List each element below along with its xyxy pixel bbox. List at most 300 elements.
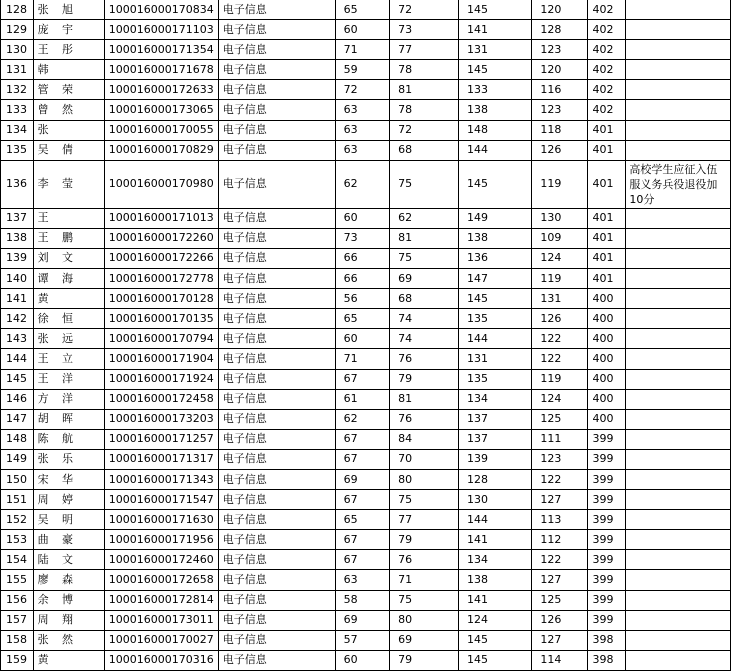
remark-cell [626, 429, 731, 449]
candidate-id-cell: 100016000171013 [104, 208, 218, 228]
score-subject-4-cell: 126 [532, 610, 588, 630]
score-subject-4-cell: 120 [532, 60, 588, 80]
score-subject-1-cell: 67 [335, 550, 390, 570]
candidate-id-cell: 100016000170128 [104, 289, 218, 309]
score-subject-2-cell: 79 [390, 650, 459, 670]
score-subject-1-cell: 63 [335, 120, 390, 140]
score-subject-4-cell: 122 [532, 349, 588, 369]
table-row [1, 369, 731, 389]
row-number-cell: 128 [1, 0, 34, 20]
table-row [1, 0, 731, 20]
score-subject-1-cell: 65 [335, 510, 390, 530]
total-score-cell: 401 [588, 120, 626, 140]
candidate-id-cell: 100016000171678 [104, 60, 218, 80]
score-subject-3-cell: 149 [458, 208, 531, 228]
remark-cell [626, 140, 731, 160]
score-subject-3-cell: 141 [458, 20, 531, 40]
score-subject-2-cell: 75 [390, 160, 459, 208]
score-subject-1-cell: 56 [335, 289, 390, 309]
score-subject-1-cell: 67 [335, 449, 390, 469]
table-row [1, 349, 731, 369]
table-row [1, 208, 731, 228]
major-cell: 电子信息 [218, 349, 335, 369]
remark-cell [626, 369, 731, 389]
remark-cell [626, 208, 731, 228]
score-subject-4-cell: 109 [532, 228, 588, 248]
remark-cell [626, 530, 731, 550]
score-subject-1-cell: 60 [335, 650, 390, 670]
remark-cell [626, 349, 731, 369]
score-subject-2-cell: 69 [390, 630, 459, 650]
score-subject-2-cell: 75 [390, 590, 459, 610]
candidate-id-cell: 100016000170834 [104, 0, 218, 20]
score-subject-2-cell: 68 [390, 140, 459, 160]
row-number-cell: 158 [1, 630, 34, 650]
total-score-cell: 402 [588, 20, 626, 40]
candidate-name-cell: 张 然 [33, 630, 104, 650]
candidate-name-cell: 宋 华 [33, 469, 104, 489]
score-subject-1-cell: 73 [335, 228, 390, 248]
table-row [1, 20, 731, 40]
score-subject-4-cell: 125 [532, 409, 588, 429]
score-subject-1-cell: 63 [335, 100, 390, 120]
table-row [1, 228, 731, 248]
score-subject-4-cell: 130 [532, 208, 588, 228]
table-row [1, 630, 731, 650]
major-cell: 电子信息 [218, 248, 335, 268]
score-subject-4-cell: 120 [532, 0, 588, 20]
candidate-name-cell: 王 立 [33, 349, 104, 369]
candidate-id-cell: 100016000171924 [104, 369, 218, 389]
candidate-id-cell: 100016000173065 [104, 100, 218, 120]
score-subject-1-cell: 65 [335, 0, 390, 20]
row-number-cell: 143 [1, 329, 34, 349]
table-body [1, 0, 731, 670]
score-subject-4-cell: 127 [532, 490, 588, 510]
major-cell: 电子信息 [218, 469, 335, 489]
score-subject-1-cell: 65 [335, 309, 390, 329]
table-row [1, 309, 731, 329]
row-number-cell: 129 [1, 20, 34, 40]
major-cell: 电子信息 [218, 60, 335, 80]
score-subject-3-cell: 138 [458, 100, 531, 120]
major-cell: 电子信息 [218, 208, 335, 228]
major-cell: 电子信息 [218, 120, 335, 140]
major-cell: 电子信息 [218, 550, 335, 570]
row-number-cell: 142 [1, 309, 34, 329]
row-number-cell: 131 [1, 60, 34, 80]
table-row [1, 510, 731, 530]
score-subject-2-cell: 76 [390, 349, 459, 369]
remark-cell [626, 570, 731, 590]
table-row [1, 140, 731, 160]
total-score-cell: 402 [588, 80, 626, 100]
row-number-cell: 137 [1, 208, 34, 228]
candidate-id-cell: 100016000172460 [104, 550, 218, 570]
candidate-name-cell: 王 [33, 208, 104, 228]
row-number-cell: 156 [1, 590, 34, 610]
candidate-id-cell: 100016000170027 [104, 630, 218, 650]
candidate-name-cell: 管 荣 [33, 80, 104, 100]
remark-cell [626, 309, 731, 329]
table-row [1, 100, 731, 120]
score-subject-2-cell: 81 [390, 228, 459, 248]
candidate-name-cell: 韩 [33, 60, 104, 80]
total-score-cell: 401 [588, 228, 626, 248]
score-subject-3-cell: 148 [458, 120, 531, 140]
major-cell: 电子信息 [218, 309, 335, 329]
candidate-name-cell: 张 远 [33, 329, 104, 349]
score-subject-1-cell: 66 [335, 248, 390, 268]
score-subject-2-cell: 80 [390, 610, 459, 630]
score-subject-3-cell: 144 [458, 329, 531, 349]
candidate-name-cell: 廖 森 [33, 570, 104, 590]
major-cell: 电子信息 [218, 610, 335, 630]
score-subject-4-cell: 113 [532, 510, 588, 530]
score-subject-1-cell: 67 [335, 369, 390, 389]
row-number-cell: 157 [1, 610, 34, 630]
score-subject-2-cell: 72 [390, 0, 459, 20]
table-row [1, 530, 731, 550]
score-subject-4-cell: 126 [532, 140, 588, 160]
score-subject-2-cell: 68 [390, 289, 459, 309]
candidate-name-cell: 陈 航 [33, 429, 104, 449]
table-row [1, 329, 731, 349]
score-subject-4-cell: 124 [532, 389, 588, 409]
score-subject-3-cell: 133 [458, 80, 531, 100]
candidate-name-cell: 李 莹 [33, 160, 104, 208]
score-subject-2-cell: 72 [390, 120, 459, 140]
major-cell: 电子信息 [218, 369, 335, 389]
candidate-name-cell: 陆 文 [33, 550, 104, 570]
major-cell: 电子信息 [218, 20, 335, 40]
score-subject-4-cell: 127 [532, 570, 588, 590]
score-subject-1-cell: 60 [335, 208, 390, 228]
score-subject-3-cell: 138 [458, 228, 531, 248]
score-subject-4-cell: 114 [532, 650, 588, 670]
score-subject-4-cell: 125 [532, 590, 588, 610]
table-row [1, 469, 731, 489]
major-cell: 电子信息 [218, 80, 335, 100]
major-cell: 电子信息 [218, 100, 335, 120]
candidate-id-cell: 100016000170980 [104, 160, 218, 208]
total-score-cell: 401 [588, 140, 626, 160]
score-subject-4-cell: 122 [532, 469, 588, 489]
major-cell: 电子信息 [218, 409, 335, 429]
score-subject-4-cell: 119 [532, 369, 588, 389]
candidate-id-cell: 100016000170055 [104, 120, 218, 140]
score-subject-4-cell: 122 [532, 550, 588, 570]
score-subject-1-cell: 66 [335, 269, 390, 289]
table-row [1, 550, 731, 570]
score-subject-1-cell: 71 [335, 40, 390, 60]
total-score-cell: 399 [588, 449, 626, 469]
candidate-name-cell: 吴 倩 [33, 140, 104, 160]
candidate-name-cell: 庞 宇 [33, 20, 104, 40]
total-score-cell: 400 [588, 349, 626, 369]
score-subject-2-cell: 75 [390, 490, 459, 510]
candidate-id-cell: 100016000173203 [104, 409, 218, 429]
remark-cell [626, 409, 731, 429]
major-cell: 电子信息 [218, 140, 335, 160]
table-row [1, 248, 731, 268]
remark-cell [626, 510, 731, 530]
candidate-id-cell: 100016000172778 [104, 269, 218, 289]
score-subject-1-cell: 61 [335, 389, 390, 409]
score-subject-4-cell: 124 [532, 248, 588, 268]
score-subject-3-cell: 144 [458, 140, 531, 160]
score-subject-1-cell: 57 [335, 630, 390, 650]
remark-cell [626, 389, 731, 409]
score-subject-3-cell: 124 [458, 610, 531, 630]
candidate-id-cell: 100016000171630 [104, 510, 218, 530]
total-score-cell: 398 [588, 650, 626, 670]
major-cell: 电子信息 [218, 289, 335, 309]
row-number-cell: 141 [1, 289, 34, 309]
total-score-cell: 399 [588, 610, 626, 630]
remark-cell [626, 590, 731, 610]
remark-cell [626, 269, 731, 289]
row-number-cell: 151 [1, 490, 34, 510]
total-score-cell: 400 [588, 329, 626, 349]
total-score-cell: 399 [588, 510, 626, 530]
score-subject-4-cell: 116 [532, 80, 588, 100]
remark-cell: 高校学生应征入伍服义务兵役退役加10分 [626, 160, 731, 208]
remark-cell [626, 550, 731, 570]
table-row [1, 610, 731, 630]
candidate-name-cell: 黄 [33, 289, 104, 309]
major-cell: 电子信息 [218, 510, 335, 530]
major-cell: 电子信息 [218, 0, 335, 20]
row-number-cell: 135 [1, 140, 34, 160]
total-score-cell: 399 [588, 530, 626, 550]
score-subject-2-cell: 73 [390, 20, 459, 40]
score-subject-2-cell: 74 [390, 309, 459, 329]
candidate-name-cell: 吴 明 [33, 510, 104, 530]
total-score-cell: 399 [588, 590, 626, 610]
score-subject-3-cell: 141 [458, 590, 531, 610]
score-subject-3-cell: 131 [458, 40, 531, 60]
candidate-name-cell: 周 翔 [33, 610, 104, 630]
major-cell: 电子信息 [218, 570, 335, 590]
score-subject-3-cell: 138 [458, 570, 531, 590]
score-subject-1-cell: 60 [335, 329, 390, 349]
score-subject-3-cell: 144 [458, 510, 531, 530]
total-score-cell: 399 [588, 550, 626, 570]
table-row [1, 120, 731, 140]
score-subject-2-cell: 71 [390, 570, 459, 590]
score-subject-3-cell: 135 [458, 369, 531, 389]
row-number-cell: 145 [1, 369, 34, 389]
table-row [1, 289, 731, 309]
total-score-cell: 400 [588, 289, 626, 309]
row-number-cell: 153 [1, 530, 34, 550]
score-subject-3-cell: 137 [458, 429, 531, 449]
remark-cell [626, 650, 731, 670]
score-subject-4-cell: 127 [532, 630, 588, 650]
candidate-id-cell: 100016000171103 [104, 20, 218, 40]
major-cell: 电子信息 [218, 389, 335, 409]
row-number-cell: 150 [1, 469, 34, 489]
remark-cell [626, 490, 731, 510]
score-subject-3-cell: 134 [458, 389, 531, 409]
remark-cell [626, 469, 731, 489]
score-subject-2-cell: 78 [390, 60, 459, 80]
row-number-cell: 155 [1, 570, 34, 590]
score-subject-3-cell: 134 [458, 550, 531, 570]
score-subject-1-cell: 62 [335, 160, 390, 208]
score-subject-2-cell: 77 [390, 40, 459, 60]
score-subject-4-cell: 119 [532, 269, 588, 289]
score-subject-3-cell: 136 [458, 248, 531, 268]
candidate-id-cell: 100016000173011 [104, 610, 218, 630]
remark-cell [626, 630, 731, 650]
score-subject-2-cell: 76 [390, 409, 459, 429]
table-row [1, 389, 731, 409]
score-subject-1-cell: 62 [335, 409, 390, 429]
score-subject-2-cell: 80 [390, 469, 459, 489]
table-row [1, 160, 731, 208]
major-cell: 电子信息 [218, 160, 335, 208]
candidate-id-cell: 100016000171343 [104, 469, 218, 489]
score-subject-1-cell: 60 [335, 20, 390, 40]
row-number-cell: 139 [1, 248, 34, 268]
remark-cell [626, 248, 731, 268]
score-subject-4-cell: 118 [532, 120, 588, 140]
candidate-name-cell: 刘 文 [33, 248, 104, 268]
total-score-cell: 401 [588, 248, 626, 268]
row-number-cell: 140 [1, 269, 34, 289]
table-row [1, 650, 731, 670]
score-subject-1-cell: 67 [335, 490, 390, 510]
total-score-cell: 402 [588, 40, 626, 60]
row-number-cell: 144 [1, 349, 34, 369]
score-subject-3-cell: 131 [458, 349, 531, 369]
row-number-cell: 134 [1, 120, 34, 140]
row-number-cell: 132 [1, 80, 34, 100]
remark-cell [626, 0, 731, 20]
score-subject-1-cell: 69 [335, 469, 390, 489]
candidate-id-cell: 100016000172658 [104, 570, 218, 590]
candidate-name-cell: 徐 恒 [33, 309, 104, 329]
candidate-name-cell: 王 鹏 [33, 228, 104, 248]
score-subject-1-cell: 69 [335, 610, 390, 630]
total-score-cell: 400 [588, 369, 626, 389]
score-subject-3-cell: 135 [458, 309, 531, 329]
major-cell: 电子信息 [218, 429, 335, 449]
candidate-name-cell: 张 [33, 120, 104, 140]
row-number-cell: 148 [1, 429, 34, 449]
candidate-name-cell: 方 洋 [33, 389, 104, 409]
major-cell: 电子信息 [218, 449, 335, 469]
candidate-id-cell: 100016000172266 [104, 248, 218, 268]
score-subject-4-cell: 119 [532, 160, 588, 208]
remark-cell [626, 228, 731, 248]
score-subject-2-cell: 70 [390, 449, 459, 469]
score-subject-3-cell: 145 [458, 160, 531, 208]
total-score-cell: 399 [588, 429, 626, 449]
table-row [1, 269, 731, 289]
total-score-cell: 402 [588, 0, 626, 20]
score-subject-3-cell: 139 [458, 449, 531, 469]
total-score-cell: 402 [588, 100, 626, 120]
remark-cell [626, 449, 731, 469]
row-number-cell: 133 [1, 100, 34, 120]
row-number-cell: 147 [1, 409, 34, 429]
score-subject-3-cell: 145 [458, 630, 531, 650]
total-score-cell: 398 [588, 630, 626, 650]
row-number-cell: 152 [1, 510, 34, 530]
total-score-cell: 401 [588, 208, 626, 228]
major-cell: 电子信息 [218, 650, 335, 670]
score-subject-2-cell: 74 [390, 329, 459, 349]
score-subject-1-cell: 67 [335, 429, 390, 449]
score-subject-4-cell: 123 [532, 449, 588, 469]
score-subject-3-cell: 145 [458, 60, 531, 80]
candidate-id-cell: 100016000171317 [104, 449, 218, 469]
total-score-cell: 399 [588, 490, 626, 510]
remark-cell [626, 100, 731, 120]
table-row [1, 80, 731, 100]
remark-cell [626, 289, 731, 309]
candidate-name-cell: 余 博 [33, 590, 104, 610]
remark-cell [626, 20, 731, 40]
score-subject-2-cell: 81 [390, 80, 459, 100]
score-subject-3-cell: 145 [458, 0, 531, 20]
remark-cell [626, 329, 731, 349]
row-number-cell: 146 [1, 389, 34, 409]
score-subject-1-cell: 72 [335, 80, 390, 100]
row-number-cell: 149 [1, 449, 34, 469]
score-subject-3-cell: 141 [458, 530, 531, 550]
table-row [1, 409, 731, 429]
candidate-id-cell: 100016000170316 [104, 650, 218, 670]
table-row [1, 429, 731, 449]
candidate-id-cell: 100016000172458 [104, 389, 218, 409]
candidate-id-cell: 100016000172814 [104, 590, 218, 610]
candidate-id-cell: 100016000170135 [104, 309, 218, 329]
score-subject-4-cell: 123 [532, 40, 588, 60]
candidate-name-cell: 谭 海 [33, 269, 104, 289]
row-number-cell: 159 [1, 650, 34, 670]
score-subject-2-cell: 79 [390, 530, 459, 550]
candidate-name-cell: 张 旭 [33, 0, 104, 20]
candidate-name-cell: 黄 [33, 650, 104, 670]
candidate-name-cell: 曲 豪 [33, 530, 104, 550]
score-subject-2-cell: 75 [390, 248, 459, 268]
score-subject-4-cell: 128 [532, 20, 588, 40]
table-row [1, 490, 731, 510]
row-number-cell: 130 [1, 40, 34, 60]
major-cell: 电子信息 [218, 329, 335, 349]
score-subject-2-cell: 77 [390, 510, 459, 530]
score-subject-3-cell: 145 [458, 289, 531, 309]
score-subject-4-cell: 111 [532, 429, 588, 449]
remark-cell [626, 120, 731, 140]
candidate-id-cell: 100016000171257 [104, 429, 218, 449]
score-subject-1-cell: 67 [335, 530, 390, 550]
remark-cell [626, 60, 731, 80]
total-score-cell: 401 [588, 160, 626, 208]
candidate-id-cell: 100016000171956 [104, 530, 218, 550]
major-cell: 电子信息 [218, 40, 335, 60]
row-number-cell: 136 [1, 160, 34, 208]
score-subject-1-cell: 59 [335, 60, 390, 80]
score-subject-2-cell: 81 [390, 389, 459, 409]
score-subject-1-cell: 71 [335, 349, 390, 369]
table-row [1, 60, 731, 80]
score-subject-2-cell: 84 [390, 429, 459, 449]
